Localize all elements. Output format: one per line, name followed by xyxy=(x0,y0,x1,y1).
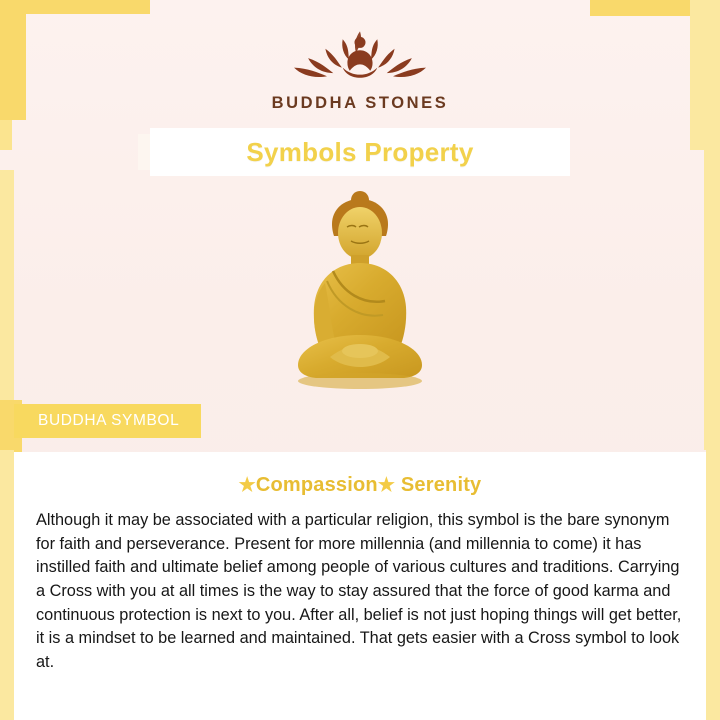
decor-band-bottom-right xyxy=(706,450,720,720)
description-panel xyxy=(14,452,706,720)
star-icon-right: ★ xyxy=(377,475,396,496)
subtitle-word-two: Serenity xyxy=(400,474,482,496)
star-icon-left: ★ xyxy=(238,475,256,496)
symbol-tag-label: BUDDHA SYMBOL xyxy=(38,412,180,429)
body-text: Although it may be associated with a particular religion, this symbol is the bare synonym for faith and perseverance. Present for more millennia (and millennia to come) it has instilled faith and ultimate belief among people of various cultures and traditions. Carrying a Cross with you at all times is the way to stay assured that the force of good karma and continuous protection is next to you. After all, belief is not just hoping things will get better, it is a mindset to be learned and maintained. That gets easier with a Cross symbol to look at. xyxy=(36,511,682,671)
buddha-illustration xyxy=(0,180,720,410)
status-badge xyxy=(14,404,201,438)
lotus-meditation-icon xyxy=(280,22,440,88)
brand-header xyxy=(0,22,720,113)
decor-band-top-left-horizontal xyxy=(0,0,150,14)
subtitle-word-one: Compassion xyxy=(255,474,378,496)
subtitle xyxy=(36,474,684,497)
brand-name: BUDDHA STONES xyxy=(271,94,449,112)
decor-band-bottom-left xyxy=(0,450,14,720)
seated-buddha-icon xyxy=(255,185,465,405)
title-ribbon xyxy=(150,128,570,176)
page-title: Symbols Property xyxy=(246,136,474,167)
